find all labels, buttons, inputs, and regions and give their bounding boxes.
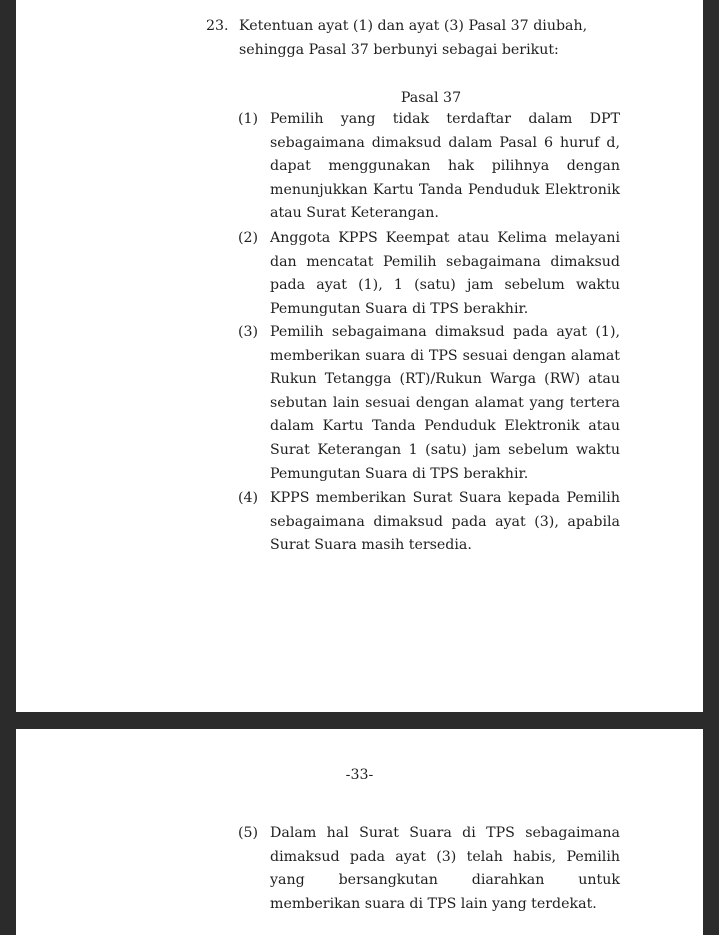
ayat-label: (1): [238, 111, 259, 127]
ayat-label: (5): [238, 825, 259, 841]
ayat-text: Pemilih yang tidak terdaftar dalam DPT sebagaimana dimaksud dalam Pasal 6 huruf d, dapat menggunakan hak pilihnya dengan menunjukkan Kartu Tanda Penduduk Elektronik atau Surat Keterangan.: [270, 111, 620, 222]
amendment-item: [206, 14, 626, 62]
document-page-1: [16, 0, 703, 712]
ayat-5: [238, 822, 620, 916]
ayat-1: [238, 108, 620, 226]
ayat-text: Anggota KPPS Keempat atau Kelima melayani dan mencatat Pemilih sebagaimana dimaksud pada ayat (1), 1 (satu) jam sebelum waktu Pemungutan Suara di TPS berakhir.: [270, 230, 620, 317]
amendment-number: 23.: [206, 18, 229, 34]
ayat-label: (3): [238, 324, 259, 340]
ayat-2: [238, 227, 620, 321]
amendment-text: Ketentuan ayat (1) dan ayat (3) Pasal 37 diubah, sehingga Pasal 37 berbunyi sebagai berikut:: [239, 18, 588, 58]
ayat-label: (4): [238, 490, 259, 506]
ayat-text: KPPS memberikan Surat Suara kepada Pemilih sebagaimana dimaksud pada ayat (3), apabila Surat Suara masih tersedia.: [270, 490, 620, 554]
pasal-title: Pasal 37: [400, 90, 462, 106]
ayat-3: [238, 321, 620, 486]
document-page-2: [16, 729, 703, 935]
ayat-text: Dalam hal Surat Suara di TPS sebagaimana dimaksud pada ayat (3) telah habis, Pemilih yang bersangkutan diarahkan untuk memberikan suara di TPS lain yang terdekat.: [270, 825, 620, 912]
ayat-text: Pemilih sebagaimana dimaksud pada ayat (1), memberikan suara di TPS sesuai dengan alamat Rukun Tetangga (RT)/Rukun Warga (RW) atau sebutan lain sesuai dengan alamat yang tertera dalam Kartu Tanda Penduduk Elektronik atau Surat Keterangan 1 (satu) jam sebelum waktu Pemungutan Suara di TPS berakhir.: [270, 324, 620, 482]
ayat-label: (2): [238, 230, 259, 246]
page-number: -33-: [345, 767, 374, 783]
ayat-4: [238, 487, 620, 558]
